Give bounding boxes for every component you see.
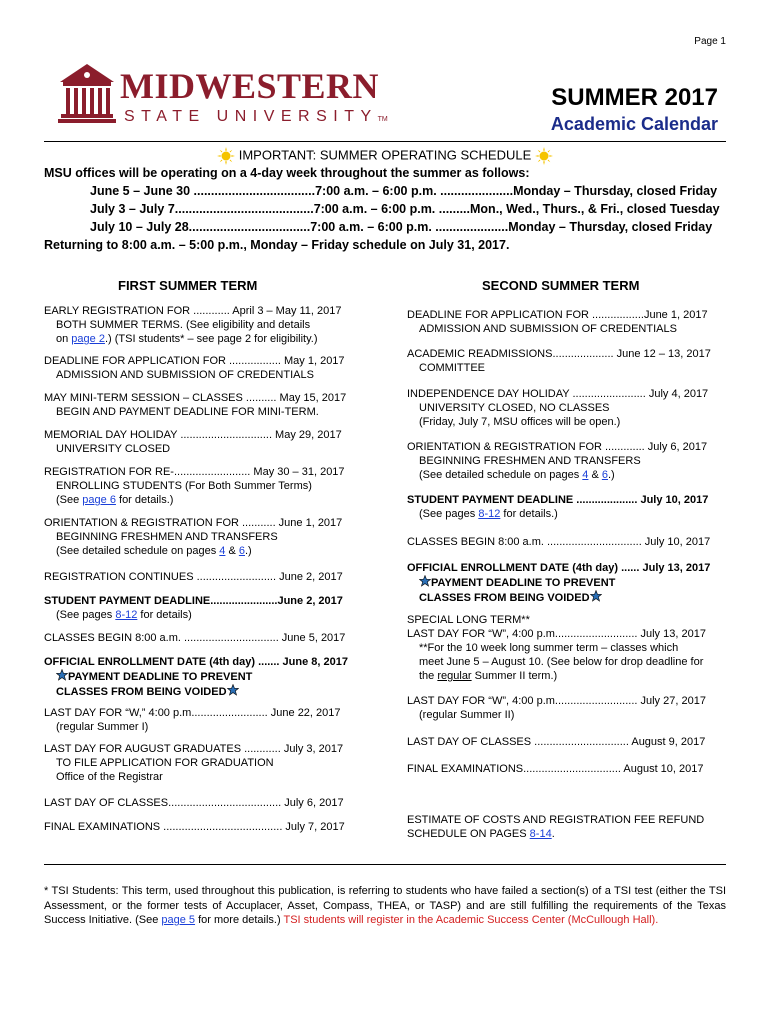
list-item: LAST DAY OF CLASSES ............................... August 9, 2017 [407, 736, 706, 748]
list-item: OFFICIAL ENROLLMENT DATE (4th day) ...... July 13, 2017 PAYMENT DEADLINE TO PREVENT CLASSES FROM BEING VOIDED [407, 562, 711, 604]
second-term-heading: SECOND SUMMER TERM [482, 278, 640, 293]
first-term-heading: FIRST SUMMER TERM [118, 278, 258, 293]
sun-icon [217, 147, 235, 165]
page-link[interactable]: page 2 [71, 333, 105, 345]
list-item: ACADEMIC READMISSIONS.................... June 12 – 13, 2017 COMMITTEE [407, 348, 711, 374]
list-item: FINAL EXAMINATIONS................................ August 10, 2017 [407, 763, 704, 775]
star-icon [419, 575, 431, 587]
list-item: CLASSES BEGIN 8:00 a.m. ............................... June 5, 2017 [44, 632, 346, 644]
list-item: LAST DAY OF CLASSES..................................... July 6, 2017 [44, 797, 344, 809]
list-item: REGISTRATION CONTINUES .......................... June 2, 2017 [44, 571, 343, 583]
logo-subtitle: STATE UNIVERSITYTM [124, 108, 388, 125]
schedule-row: July 10 – July 28...................................7:00 a.m. – 6:00 p.m. .....................Monday – Thursday, closed Friday [90, 220, 713, 234]
schedule-row: June 5 – June 30 ...................................7:00 a.m. – 6:00 p.m. .....................Monday – Thursday, closed Friday [90, 184, 718, 198]
list-item: EARLY REGISTRATION FOR ............ April 3 – May 11, 2017 BOTH SUMMER TERMS. (See eligibility and details on page 2.) (TSI students* – see page 2 for eligibility.) [44, 305, 342, 345]
list-item: STUDENT PAYMENT DEADLINE .................... July 10, 2017 (See pages 8-12 for details.) [407, 494, 709, 520]
page-link[interactable]: 6 [601, 469, 608, 481]
list-item: SPECIAL LONG TERM** LAST DAY FOR “W”, 4:00 p.m........................... July 13, 2017 **For the 10 week long summer term – classes which meet June 5 – August 10. (See below for drop deadline for the regular Summer II term.) [407, 614, 706, 682]
list-item: ORIENTATION & REGISTRATION FOR ............. July 6, 2017 BEGINNING FRESHMEN AND TRANSFERS (See detailed schedule on pages 4 & 6.) [407, 441, 708, 481]
schedule-row: July 3 – July 7........................................7:00 a.m. – 6:00 p.m. .........Mon., Wed., Thurs., & Fri., closed Tuesday [90, 202, 720, 216]
list-item: ORIENTATION & REGISTRATION FOR ........... June 1, 2017 BEGINNING FRESHMEN AND TRANSFERS (See detailed schedule on pages 4 & 6.) [44, 517, 343, 557]
list-item: REGISTRATION FOR RE-......................... May 30 – 31, 2017 ENROLLING STUDENTS (For Both Summer Terms) (See page 6 for details.) [44, 466, 345, 506]
list-item: LAST DAY FOR “W,” 4:00 p.m......................... June 22, 2017 (regular Summer I) [44, 707, 341, 733]
list-item: LAST DAY FOR “W”, 4:00 p.m........................... July 27, 2017 (regular Summer II) [407, 695, 706, 721]
list-item: LAST DAY FOR AUGUST GRADUATES ............ July 3, 2017 TO FILE APPLICATION FOR GRADUATION Office of the Registrar [44, 743, 344, 783]
list-item: DEADLINE FOR APPLICATION FOR .................June 1, 2017 ADMISSION AND SUBMISSION OF CREDENTIALS [407, 309, 708, 335]
page-link[interactable]: 4 [219, 545, 226, 557]
list-item: FINAL EXAMINATIONS ....................................... July 7, 2017 [44, 821, 345, 833]
building-icon [58, 62, 116, 124]
page-link[interactable]: 4 [582, 469, 589, 481]
star-icon [590, 590, 602, 602]
page-subtitle: Academic Calendar [550, 114, 718, 134]
footer-note: * TSI Students: This term, used throughout this publication, is referring to students who have failed a section(s) of a TSI test (either the TSI Assessment, or the former tests of Accuplacer, Asset, Compass, THEA, or TASP) and are still fulfilling the requirements of the Texas Success Initiative. (See page 5 for more details.) TSI students will register in the Academic Success Center (McCullough Hall). [44, 885, 726, 926]
list-item: ESTIMATE OF COSTS AND REGISTRATION FEE REFUND SCHEDULE ON PAGES 8-14. [407, 814, 705, 840]
list-item: CLASSES BEGIN 8:00 a.m. ............................... July 10, 2017 [407, 536, 711, 548]
important-banner [0, 147, 770, 165]
page-link[interactable]: page 5 [161, 914, 196, 926]
page-link[interactable]: 8-12 [478, 508, 501, 520]
page-link[interactable]: 6 [238, 545, 245, 557]
star-icon [227, 684, 239, 696]
list-item: INDEPENDENCE DAY HOLIDAY ........................ July 4, 2017 UNIVERSITY CLOSED, NO CLASSES (Friday, July 7, MSU offices will be open.) [407, 388, 709, 428]
list-item: STUDENT PAYMENT DEADLINE......................June 2, 2017 (See pages 8-12 for details) [44, 595, 343, 621]
star-icon [56, 669, 68, 681]
returning-note: Returning to 8:00 a.m. – 5:00 p.m., Monday – Friday schedule on July 31, 2017. [44, 238, 510, 252]
schedule-intro: MSU offices will be operating on a 4-day week throughout the summer as follows: [44, 166, 530, 180]
university-logo [58, 62, 388, 132]
page-link[interactable]: 8-12 [115, 609, 138, 621]
logo-wordmark: MIDWESTERN [120, 66, 380, 106]
list-item: DEADLINE FOR APPLICATION FOR ................. May 1, 2017 ADMISSION AND SUBMISSION OF CREDENTIALS [44, 355, 345, 381]
page-link[interactable]: 8-14 [529, 828, 552, 840]
footer-divider [44, 864, 726, 865]
page-title: SUMMER 2017 [551, 84, 718, 111]
divider [44, 141, 726, 142]
list-item: OFFICIAL ENROLLMENT DATE (4th day) ....... June 8, 2017 PAYMENT DEADLINE TO PREVENT CLASSES FROM BEING VOIDED [44, 656, 348, 698]
page-number: Page 1 [694, 36, 726, 47]
list-item: MEMORIAL DAY HOLIDAY .............................. May 29, 2017 UNIVERSITY CLOSED [44, 429, 342, 455]
list-item: MAY MINI-TERM SESSION – CLASSES .......... May 15, 2017 BEGIN AND PAYMENT DEADLINE FOR MINI-TERM. [44, 392, 347, 418]
important-text: IMPORTANT: SUMMER OPERATING SCHEDULE [238, 147, 532, 163]
page-link[interactable]: page 6 [82, 494, 116, 506]
sun-icon [535, 147, 553, 165]
